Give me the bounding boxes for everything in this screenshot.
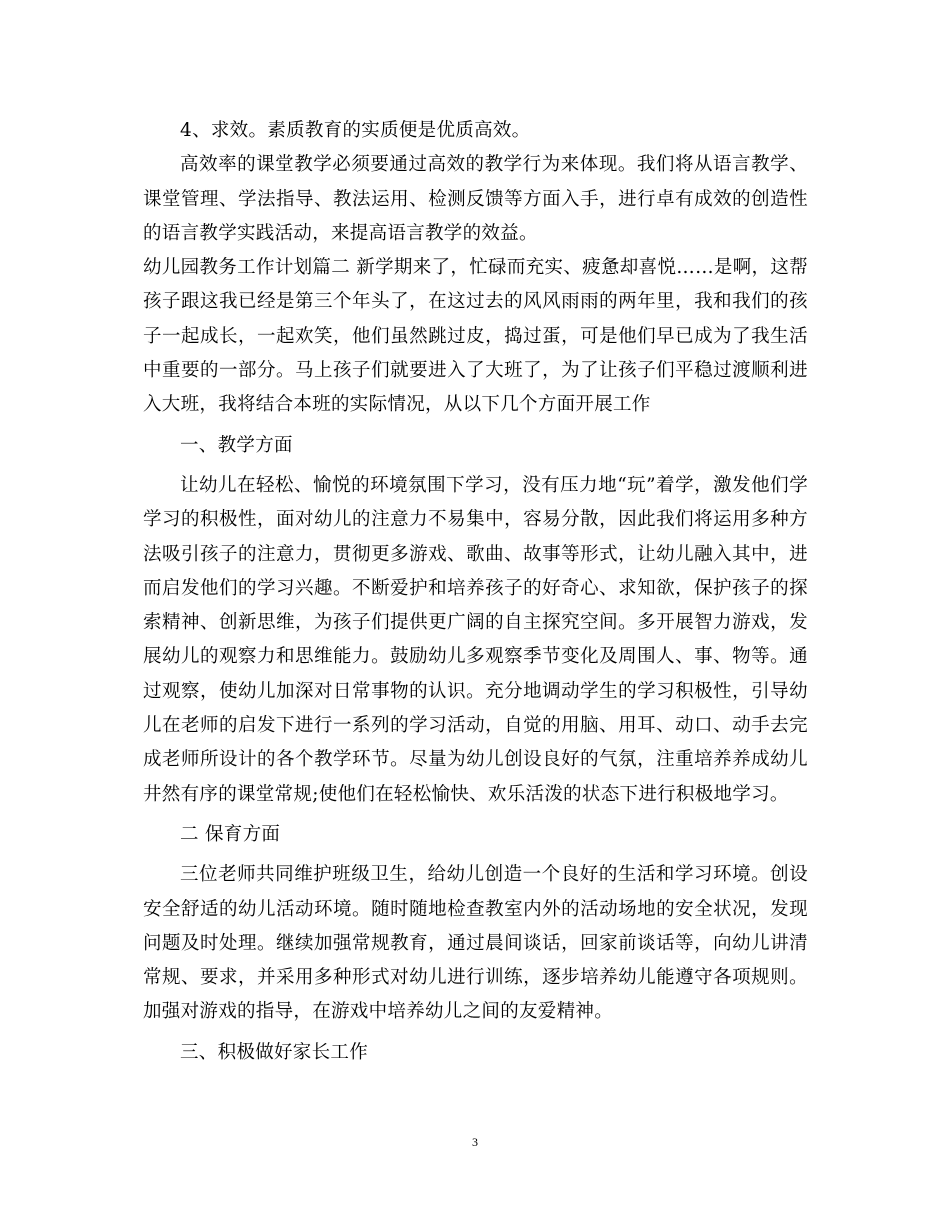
paragraph-teaching-details: 让幼儿在轻松、愉悦的环境氛围下学习，没有压力地“玩”着学，激发他们学学习的积极性，面对幼儿的注意力不易集中，容易分散，因此我们将运用多种方法吸引孩子的注意力，贯彻更多游戏、歌曲、故事等形式，让幼儿融入其中，进而启发他们的学习兴趣。不断爱护和培养孩子的好奇心、求知欲，保护孩子的探索精神、创新思维，为孩子们提供更广阔的自主探究空间。多开展智力游戏，发展幼儿的观察力和思维能力。鼓励幼儿多观察季节变化及周围人、事、物等。通过观察，使幼儿加深对日常事物的认识。充分地调动学生的学习积极性，引导幼儿在老师的启发下进行一系列的学习活动，自觉的用脑、用耳、动口、动手去完成老师所设计的各个教学环节。尽量为幼儿创设良好的气氛，注重培养养成幼儿井然有序的课堂常规;使他们在轻松愉快、欢乐活泼的状态下进行积极地学习。 <box>143 474 808 805</box>
paragraph-item-4-seek-efficiency: 4、求效。素质教育的实质便是优质高效。 <box>180 120 531 141</box>
heading-care-aspect: 二 保育方面 <box>180 823 281 845</box>
heading-teaching-aspect: 一、教学方面 <box>180 434 293 456</box>
paragraph-plan-part-two <box>143 251 808 422</box>
section-title-plan-part-two: 幼儿园教务工作计划篇二 <box>143 257 351 279</box>
page-number: 3 <box>472 1135 478 1149</box>
paragraph-efficient-teaching: 高效率的课堂教学必须要通过高效的教学行为来体现。我们将从语言教学、课堂管理、学法指导、教法运用、检测反馈等方面入手，进行卓有成效的创造性的语言教学实践活动，来提高语言教学的效益。 <box>143 154 808 244</box>
paragraph-care-details: 三位老师共同维护班级卫生，给幼儿创造一个良好的生活和学习环境。创设安全舒适的幼儿活动环境。随时随地检查教室内外的活动场地的安全状况，发现问题及时处理。继续加强常规教育，通过晨间谈话，回家前谈话等，向幼儿讲清常规、要求，并采用多种形式对幼儿进行训练，逐步培养幼儿能遵守各项规则。加强对游戏的指导，在游戏中培养幼儿之间的友爱精神。 <box>143 864 808 1023</box>
paragraph-new-semester: 新学期来了，忙碌而充实、疲惫却喜悦……是啊，这帮孩子跟这我已经是第三个年头了，在这过去的风风雨雨的两年里，我和我们的孩子一起成长，一起欢笑，他们虽然跳过皮，捣过蛋，可是他们早已成为了我生活中重要的一部分。马上孩子们就要进入了大班了，为了让孩子们平稳过渡顺利进入大班，我将结合本班的实际情况，从以下几个方面开展工作 <box>143 257 808 416</box>
heading-parent-work: 三、积极做好家长工作 <box>180 1041 369 1063</box>
document-body <box>143 114 808 1070</box>
